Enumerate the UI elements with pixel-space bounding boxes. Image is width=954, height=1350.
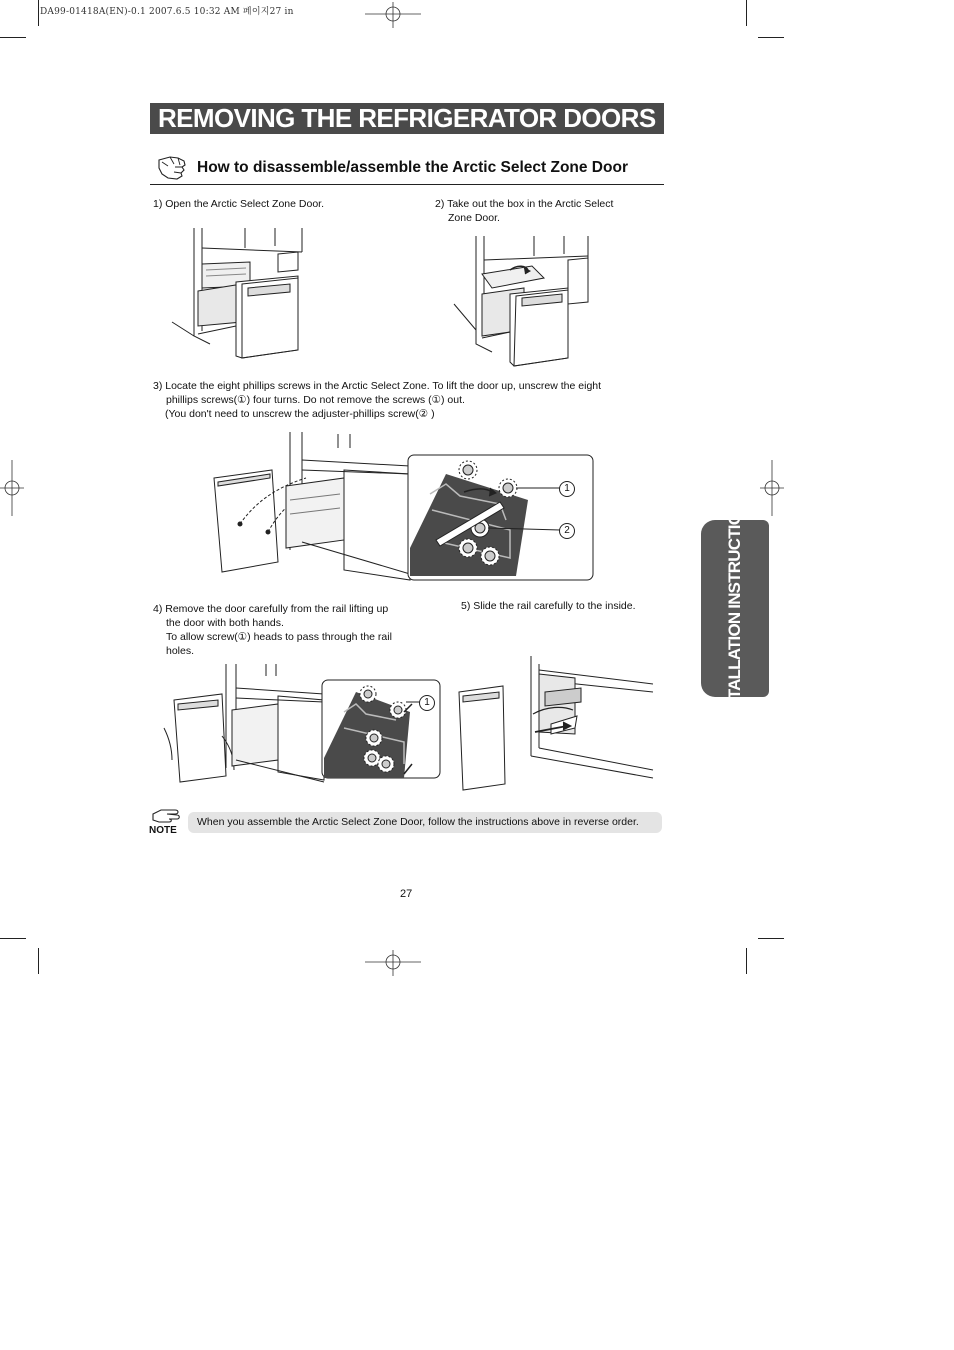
step-5-illustration (455, 652, 655, 792)
callout-1-step4: 1 (419, 695, 435, 711)
crop-mark (0, 37, 26, 38)
section-divider (150, 184, 664, 185)
crop-mark (746, 948, 747, 974)
crop-mark (758, 938, 784, 939)
crop-mark (0, 938, 26, 939)
step-1-illustration (170, 226, 310, 360)
callout-2: 2 (559, 523, 575, 539)
section-side-tab (701, 490, 769, 726)
step-2-text: 2) Take out the box in the Arctic Select Zone Door. (435, 198, 614, 224)
registration-mark-top (365, 2, 421, 28)
pointing-hand-icon (156, 152, 188, 182)
step-4-text: 4) Remove the door carefully from the rail lifting up the door with both hands. To allow screw(①) heads to pass through the rail holes. (153, 603, 392, 657)
note-text: When you assemble the Arctic Select Zone Door, follow the instructions above in reverse order. (197, 816, 639, 828)
title-bar (150, 103, 664, 134)
registration-mark-left (0, 460, 24, 516)
step-3-illustration (210, 430, 600, 584)
crop-mark (758, 37, 784, 38)
page-number: 27 (400, 888, 413, 900)
step-2-illustration (452, 234, 592, 368)
crop-mark (746, 0, 747, 26)
crop-mark (38, 948, 39, 974)
step-4-illustration (160, 660, 445, 784)
note-label: NOTE (149, 825, 177, 836)
side-tab-label: INSTALLATION INSTRUCTIONS (725, 490, 744, 726)
registration-mark-right (760, 460, 784, 516)
print-slug: DA99-01418A(EN)-0.1 2007.6.5 10:32 AM 페이지27 in (40, 7, 294, 17)
step-5-text: 5) Slide the rail carefully to the inside. (461, 600, 636, 612)
step-1-text: 1) Open the Arctic Select Zone Door. (153, 198, 325, 210)
page-title: REMOVING THE REFRIGERATOR DOORS (158, 103, 656, 133)
section-heading: How to disassemble/assemble the Arctic Select Zone Door (197, 159, 628, 176)
step-3-text: 3) Locate the eight phillips screws in the Arctic Select Zone. To lift the door up, unscrew the eight phillips screws(①) four turns. Do not remove the screws (①) out. (You don't need to unscrew the adjuster-phillips screw(② ) (153, 380, 602, 420)
callout-1: 1 (559, 481, 575, 497)
note-box (188, 812, 662, 833)
registration-mark-bottom (365, 950, 421, 976)
note-hand-icon (151, 806, 183, 826)
crop-mark (38, 0, 39, 26)
